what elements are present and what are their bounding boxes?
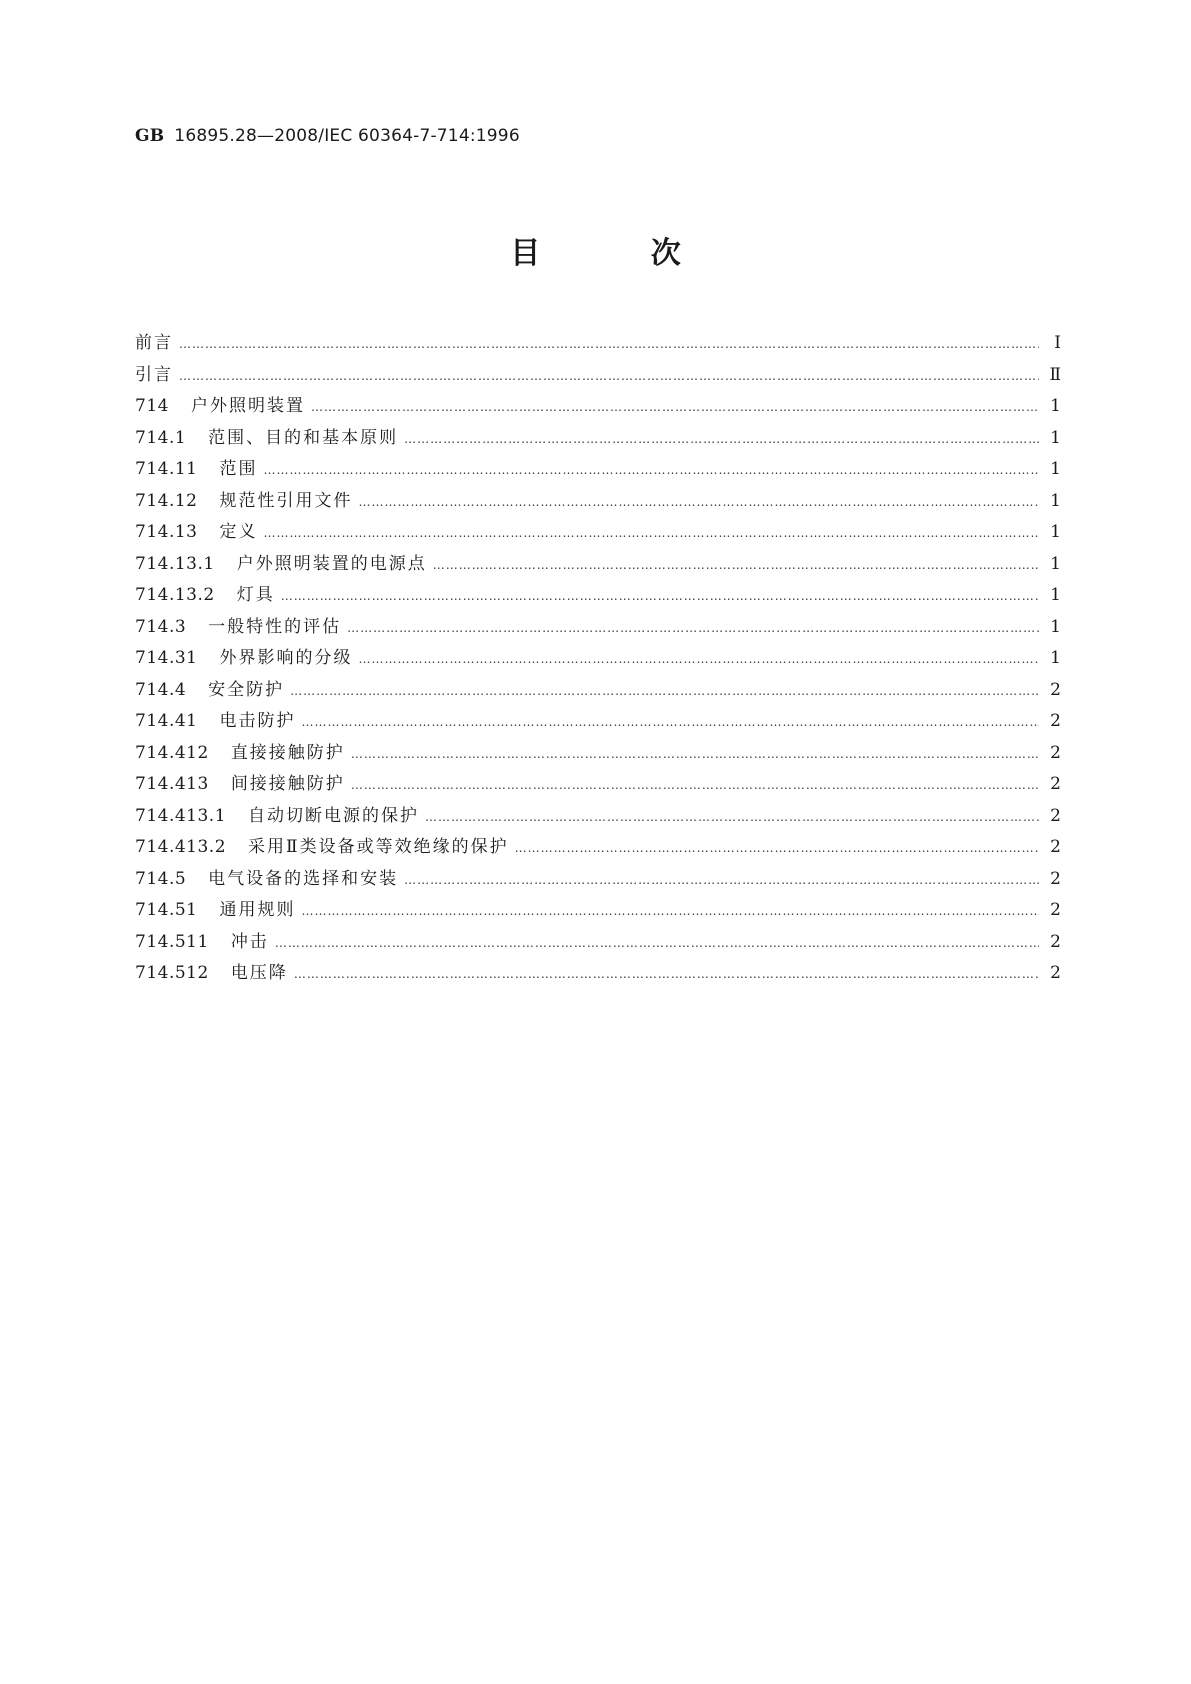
toc-entry[interactable] — [135, 549, 1061, 581]
toc-entry[interactable] — [135, 864, 1061, 896]
toc-entry[interactable] — [135, 391, 1061, 423]
toc-page-number: 2 — [1050, 931, 1061, 952]
toc-page-number: 2 — [1050, 963, 1061, 983]
toc-page-number: 1 — [1050, 585, 1061, 605]
standard-number: 16895.28—2008/IEC 60364-7-714:1996 — [174, 126, 520, 146]
toc-section-number: 714.413.2 — [135, 837, 227, 857]
toc-page-number: 1 — [1050, 522, 1061, 542]
toc-entry[interactable] — [135, 643, 1061, 675]
toc-section-title: 安全防护 — [208, 679, 285, 700]
toc-leader-dots — [281, 581, 1039, 613]
toc-section-title: 规范性引用文件 — [219, 490, 353, 511]
toc-section-title: 直接接触防护 — [230, 742, 345, 763]
toc-page-number: 2 — [1050, 900, 1061, 920]
toc-page-number: 1 — [1050, 616, 1061, 637]
toc-leader-dots — [358, 644, 1039, 676]
toc-section-number: 714.41 — [135, 711, 198, 731]
toc-section-number: 714.3 — [135, 616, 187, 637]
toc-section-number: 714.51 — [135, 900, 198, 920]
toc-leader-dots — [311, 392, 1039, 424]
toc-section-title: 冲击 — [230, 931, 269, 952]
toc-section-number: 714 — [135, 396, 169, 416]
toc-section-number: 714.13.1 — [135, 553, 215, 574]
toc-section-title: 户外照明装置 — [190, 396, 305, 416]
toc-entry[interactable] — [135, 612, 1061, 644]
toc-section-number: 714.5 — [135, 868, 187, 889]
toc-section-title: 采用Ⅱ类设备或等效绝缘的保护 — [248, 837, 509, 857]
toc-entry[interactable] — [135, 769, 1061, 801]
toc-leader-dots — [351, 739, 1039, 771]
toc-leader-dots — [263, 518, 1039, 550]
toc-entry[interactable] — [135, 706, 1061, 738]
toc-section-title: 前言 — [135, 333, 173, 353]
toc-leader-dots — [275, 928, 1039, 960]
toc-leader-dots — [404, 865, 1039, 897]
toc-page-number: 2 — [1050, 742, 1061, 763]
toc-leader-dots — [290, 676, 1039, 708]
page-title: 目 次 — [510, 236, 731, 271]
toc-section-number: 714.4 — [135, 679, 187, 700]
toc-entry[interactable] — [135, 517, 1061, 549]
toc-section-number: 714.12 — [135, 490, 198, 511]
toc-section-title: 定义 — [219, 522, 258, 542]
toc-section-number: 714.413 — [135, 774, 209, 794]
toc-page-number: 2 — [1050, 679, 1061, 700]
toc-section-number: 714.13 — [135, 522, 198, 542]
toc-page-number: 1 — [1050, 459, 1061, 479]
toc-entry[interactable] — [135, 958, 1061, 990]
toc-page-number: 2 — [1050, 837, 1061, 857]
toc-section-number: 714.31 — [135, 648, 198, 668]
toc-entry[interactable] — [135, 832, 1061, 864]
toc-entry[interactable] — [135, 360, 1061, 392]
toc-section-title: 电气设备的选择和安装 — [208, 868, 399, 889]
toc-section-title: 自动切断电源的保护 — [248, 805, 420, 826]
toc-leader-dots — [179, 361, 1039, 393]
toc-section-title: 电击防护 — [219, 711, 296, 731]
toc-section-title: 范围、目的和基本原则 — [208, 427, 399, 448]
toc-entry[interactable] — [135, 454, 1061, 486]
toc-leader-dots — [404, 424, 1039, 456]
toc-leader-dots — [515, 833, 1039, 865]
toc-section-number: 714.13.2 — [135, 585, 215, 605]
toc-leader-dots — [263, 455, 1039, 487]
toc-entry[interactable] — [135, 927, 1061, 959]
toc-entry[interactable] — [135, 895, 1061, 927]
toc-section-number: 714.511 — [135, 931, 209, 952]
toc-entry[interactable] — [135, 328, 1061, 360]
toc-entry[interactable] — [135, 801, 1061, 833]
toc-page-number: 2 — [1050, 805, 1061, 826]
toc-page-number: Ⅰ — [1054, 333, 1061, 353]
toc-entry[interactable] — [135, 738, 1061, 770]
toc-page-number: 2 — [1050, 774, 1061, 794]
toc-section-title: 通用规则 — [219, 900, 296, 920]
toc-page-number: 2 — [1050, 868, 1061, 889]
toc-page-number: 1 — [1050, 553, 1061, 574]
toc-leader-dots — [179, 329, 1039, 361]
toc-section-title: 引言 — [135, 364, 173, 385]
toc-section-title: 外界影响的分级 — [219, 648, 353, 668]
toc-page-number: 1 — [1050, 490, 1061, 511]
toc-section-title: 一般特性的评估 — [208, 616, 342, 637]
toc-leader-dots — [301, 707, 1039, 739]
toc-leader-dots — [294, 959, 1039, 991]
toc-leader-dots — [351, 770, 1039, 802]
toc-entry[interactable] — [135, 486, 1061, 518]
toc-page-number: Ⅱ — [1049, 364, 1061, 385]
toc-entry[interactable] — [135, 423, 1061, 455]
document-header — [135, 126, 520, 146]
toc-section-title: 电压降 — [230, 963, 288, 983]
toc-leader-dots — [425, 802, 1039, 834]
toc-section-number: 714.512 — [135, 963, 209, 983]
toc-leader-dots — [301, 896, 1039, 928]
toc-section-number: 714.412 — [135, 742, 209, 763]
toc-page-number: 1 — [1050, 396, 1061, 416]
toc-section-number: 714.11 — [135, 459, 198, 479]
toc-entry[interactable] — [135, 675, 1061, 707]
toc-section-title: 范围 — [219, 459, 258, 479]
toc-section-number: 714.1 — [135, 427, 187, 448]
toc-section-title: 户外照明装置的电源点 — [236, 553, 427, 574]
toc-leader-dots — [347, 613, 1039, 645]
toc-leader-dots — [433, 550, 1039, 582]
toc-section-title: 间接接触防护 — [230, 774, 345, 794]
toc-page-number: 1 — [1050, 427, 1061, 448]
table-of-contents — [135, 328, 1061, 990]
toc-leader-dots — [358, 487, 1039, 519]
toc-section-title: 灯具 — [236, 585, 275, 605]
toc-page-number: 1 — [1050, 648, 1061, 668]
toc-page-number: 2 — [1050, 711, 1061, 731]
toc-section-number: 714.413.1 — [135, 805, 227, 826]
standard-prefix: GB — [135, 126, 165, 146]
toc-entry[interactable] — [135, 580, 1061, 612]
